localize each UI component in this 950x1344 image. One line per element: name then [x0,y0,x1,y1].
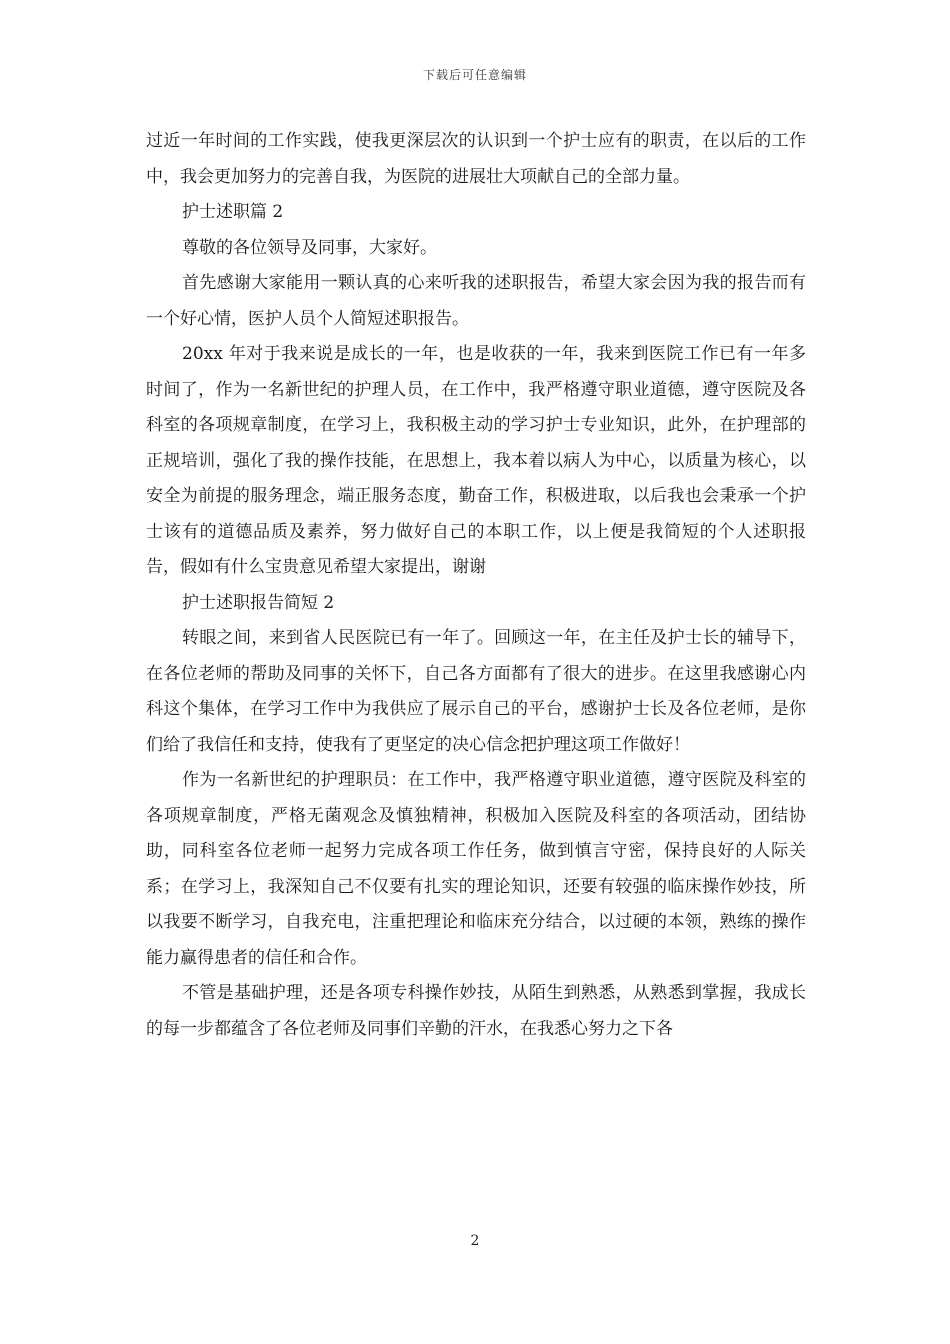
page-number: 2 [470,1233,480,1249]
paragraph: 20xx 年对于我来说是成长的一年，也是收获的一年，我来到医院工作已有一年多时间了，作为一名新世纪的护理人员，在工作中，我严格遵守职业道德，遵守医院及各科室的各项规章制度，在学习上，我积极主动的学习护士专业知识，此外，在护理部的正规培训，强化了我的操作技能，在思想上，我本着以病人为中心，以质量为核心，以安全为前提的服务理念，端正服务态度，勤奋工作，积极进取，以后我也会秉承一个护士该有的道德品质及素养，努力做好自己的本职工作，以上便是我简短的个人述职报告，假如有什么宝贵意见希望大家提出，谢谢 [146,344,806,577]
paragraph: 作为一名新世纪的护理职员：在工作中，我严格遵守职业道德，遵守医院及科室的各项规章制度，严格无菌观念及慎独精神，积极加入医院及科室的各项活动，团结协助，同科室各位老师一起努力完成各项工作任务，做到慎言守密，保持良好的人际关系；在学习上，我深知自己不仅要有扎实的理论知识，还要有较强的临床操作妙技，所以我要不断学习，自我充电，注重把理论和临床充分结合，以过硬的本领，熟练的操作能力赢得患者的信任和合作。 [146,770,806,968]
page-header: 下载后可任意编辑 [422,68,527,82]
paragraph: 尊敬的各位领导及同事，大家好。 [182,237,437,258]
paragraph: 过近一年时间的工作实践，使我更深层次的认识到一个护士应有的职责，在以后的工作中，我会更加努力的完善自我，为医院的进展壮大项献自己的全部力量。 [146,131,806,187]
section-heading: 护士述职篇 2 [182,202,284,222]
section-heading: 护士述职报告简短 2 [182,592,335,613]
document-body [146,124,806,1047]
paragraph: 不管是基础护理，还是各项专科操作妙技，从陌生到熟悉，从熟悉到掌握，我成长的每一步都蕴含了各位老师及同事们辛勤的汗水，在我悉心努力之下各 [146,983,806,1039]
paragraph: 转眼之间，来到省人民医院已有一年了。回顾这一年，在主任及护士长的辅导下，在各位老师的帮助及同事的关怀下，自己各方面都有了很大的进步。在这里我感谢心内科这个集体，在学习工作中为我供应了展示自己的平台，感谢护士长及各位老师，是你们给了我信任和支持，使我有了更坚定的决心信念把护理这项工作做好！ [146,628,806,755]
paragraph: 首先感谢大家能用一颗认真的心来听我的述职报告，希望大家会因为我的报告而有一个好心情，医护人员个人简短述职报告。 [146,273,806,329]
